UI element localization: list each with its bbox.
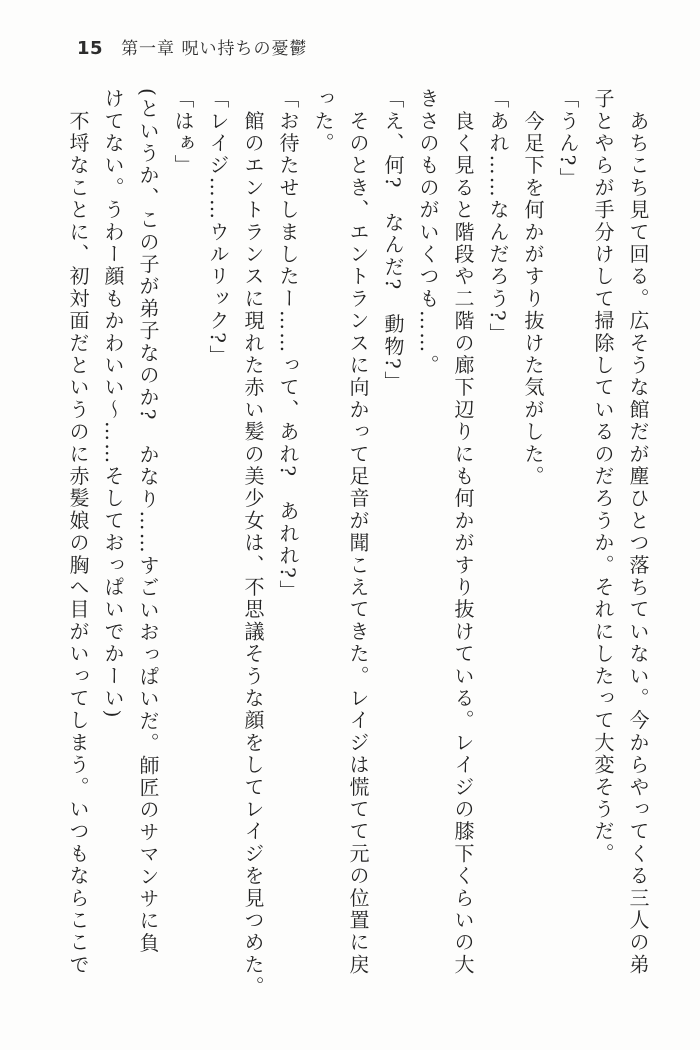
chapter-title: 第一章 呪い持ちの憂鬱 xyxy=(121,39,308,59)
text-line: あちこち見て回る。広そうな館だが塵ひとつ落ちていない。今からやってくる三人の弟 xyxy=(626,88,650,976)
text-line: きさのものがいくつも……。 xyxy=(416,88,440,377)
page-header xyxy=(77,34,307,59)
text-line: った。 xyxy=(311,88,335,155)
text-line: 子とやらが手分けして掃除しているのだろうか。それにしたって大変そうだ。 xyxy=(591,88,615,865)
text-line: 「レイジ……ウルリック?」 xyxy=(206,88,230,368)
page-number: 15 xyxy=(77,38,104,59)
text-line: 不埒なことに、初対面だというのに赤髪娘の胸へ目がいってしまう。いつもならここで xyxy=(66,88,90,976)
body-text xyxy=(60,88,655,1006)
text-line: 「お待たせしましたー……って、あれ? あれれ?」 xyxy=(276,88,300,603)
text-line: そのとき、エントランスに向かって足音が聞こえてきた。レイジは慌てて元の位置に戻 xyxy=(346,88,370,976)
text-line: 「あれ……なんだろう?」 xyxy=(486,88,510,346)
text-line: (というか、この子が弟子なのか? かなり……すごいおっぱいだ。師匠のサマンサに負 xyxy=(136,88,160,955)
text-line: 「はぁ」 xyxy=(171,88,195,177)
text-line: 館のエントランスに現れた赤い髪の美少女は、不思議そうな顔をしてレイジを見つめた。 xyxy=(241,88,265,999)
text-line: 「うん?」 xyxy=(556,88,580,190)
text-line: 良く見ると階段や二階の廊下辺りにも何かがすり抜けている。レイジの膝下くらいの大 xyxy=(451,88,475,976)
text-line: 今足下を何かがすり抜けた気がした。 xyxy=(521,88,545,488)
text-line: 「え、何? なんだ? 動物?」 xyxy=(381,88,405,394)
text-line: けてない。うわー顔もかわいい〜……そしておっぱいでかーい) xyxy=(101,88,125,720)
